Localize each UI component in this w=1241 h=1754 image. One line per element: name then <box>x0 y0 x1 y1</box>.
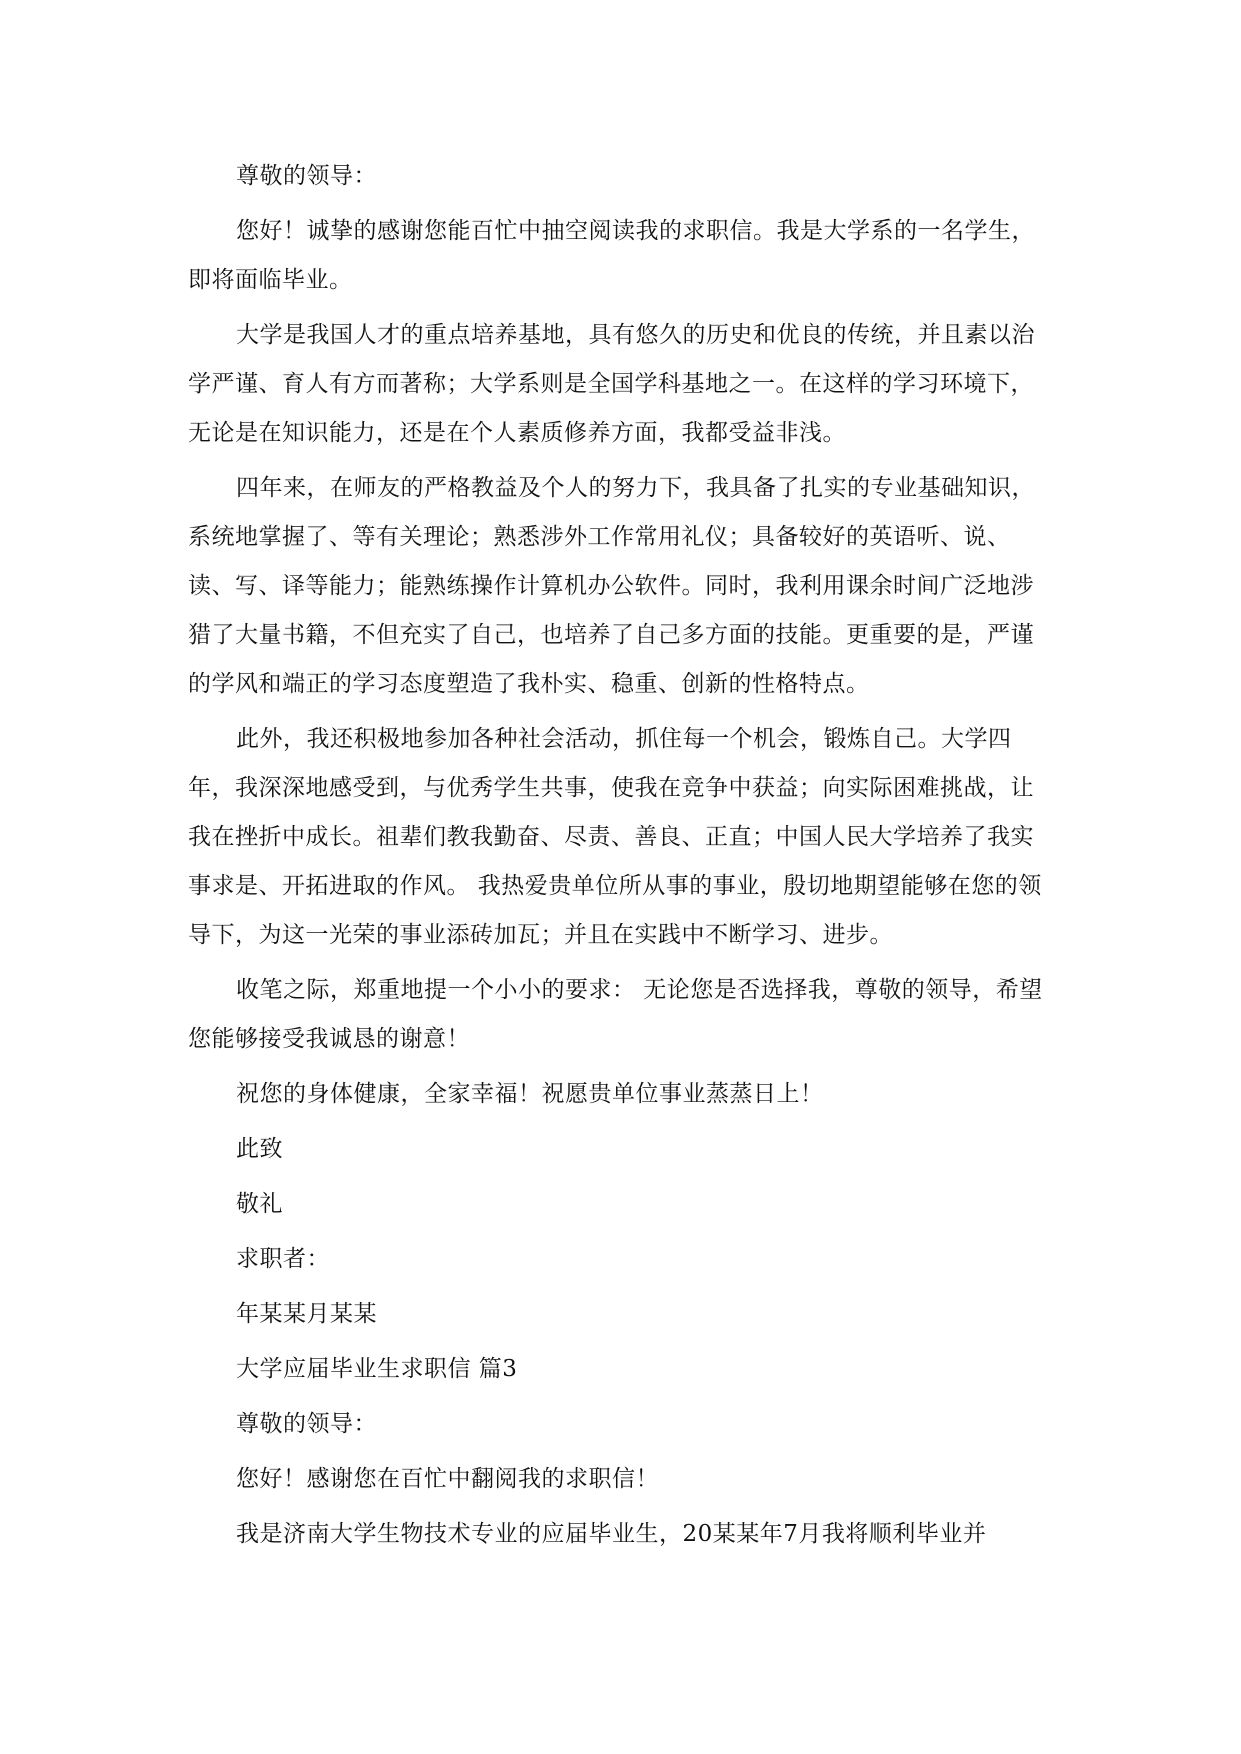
greeting: 尊敬的领导： <box>236 163 377 189</box>
applicant-label: 求职者： <box>236 1246 330 1272</box>
section-title: 大学应届毕业生求职信 篇3 <box>236 1356 518 1382</box>
salutation-jingli: 敬礼 <box>236 1191 283 1217</box>
letter-body <box>188 152 1052 1565</box>
paragraph-activities: 此外，我还积极地参加各种社会活动，抓住每一个机会，锻炼自己。大学四年，我深深地感受到，与优秀学生共事，使我在竞争中获益；向实际困难挑战，让我在挫折中成长。祖辈们教我勤奋、尽责、善良、正直；中国人民大学培养了我实事求是、开拓进取的作风。 我热爱贵单位所从事的事业，殷切地期望能够在您的领导下，为这一光荣的事业添砖加瓦；并且在实践中不断学习、进步。 <box>188 726 1042 948</box>
paragraph-university: 大学是我国人才的重点培养基地，具有悠久的历史和优良的传统，并且素以治学严谨、育人有方而著称；大学系则是全国学科基地之一。在这样的学习环境下，无论是在知识能力，还是在个人素质修养方面，我都受益非浅。 <box>188 322 1035 446</box>
paragraph-request: 收笔之际，郑重地提一个小小的要求： 无论您是否选择我，尊敬的领导，希望您能够接受我诚恳的谢意！ <box>188 977 1043 1052</box>
paragraph-skills: 四年来，在师友的严格教益及个人的努力下，我具备了扎实的专业基础知识，系统地掌握了、等有关理论；熟悉涉外工作常用礼仪；具备较好的英语听、说、读、写、译等能力；能熟练操作计算机办公软件。同时，我利用课余时间广泛地涉猎了大量书籍，不但充实了自己，也培养了自己多方面的技能。更重要的是，严谨的学风和端正的学习态度塑造了我朴实、稳重、创新的性格特点。 <box>188 475 1035 697</box>
thanks-line: 您好！感谢您在百忙中翻阅我的求职信！ <box>236 1466 659 1492</box>
paragraph-introduction-2: 我是济南大学生物技术专业的应届毕业生，20某某年7月我将顺利毕业并 <box>236 1521 987 1547</box>
wishes-line: 祝您的身体健康，全家幸福！祝愿贵单位事业蒸蒸日上！ <box>236 1081 824 1107</box>
paragraph-intro: 您好！诚挚的感谢您能百忙中抽空阅读我的求职信。我是大学系的一名学生，即将面临毕业。 <box>188 218 1035 293</box>
greeting-2: 尊敬的领导： <box>236 1411 377 1437</box>
date-line: 年某某月某某 <box>236 1301 377 1327</box>
salutation-cizhi: 此致 <box>236 1136 283 1162</box>
